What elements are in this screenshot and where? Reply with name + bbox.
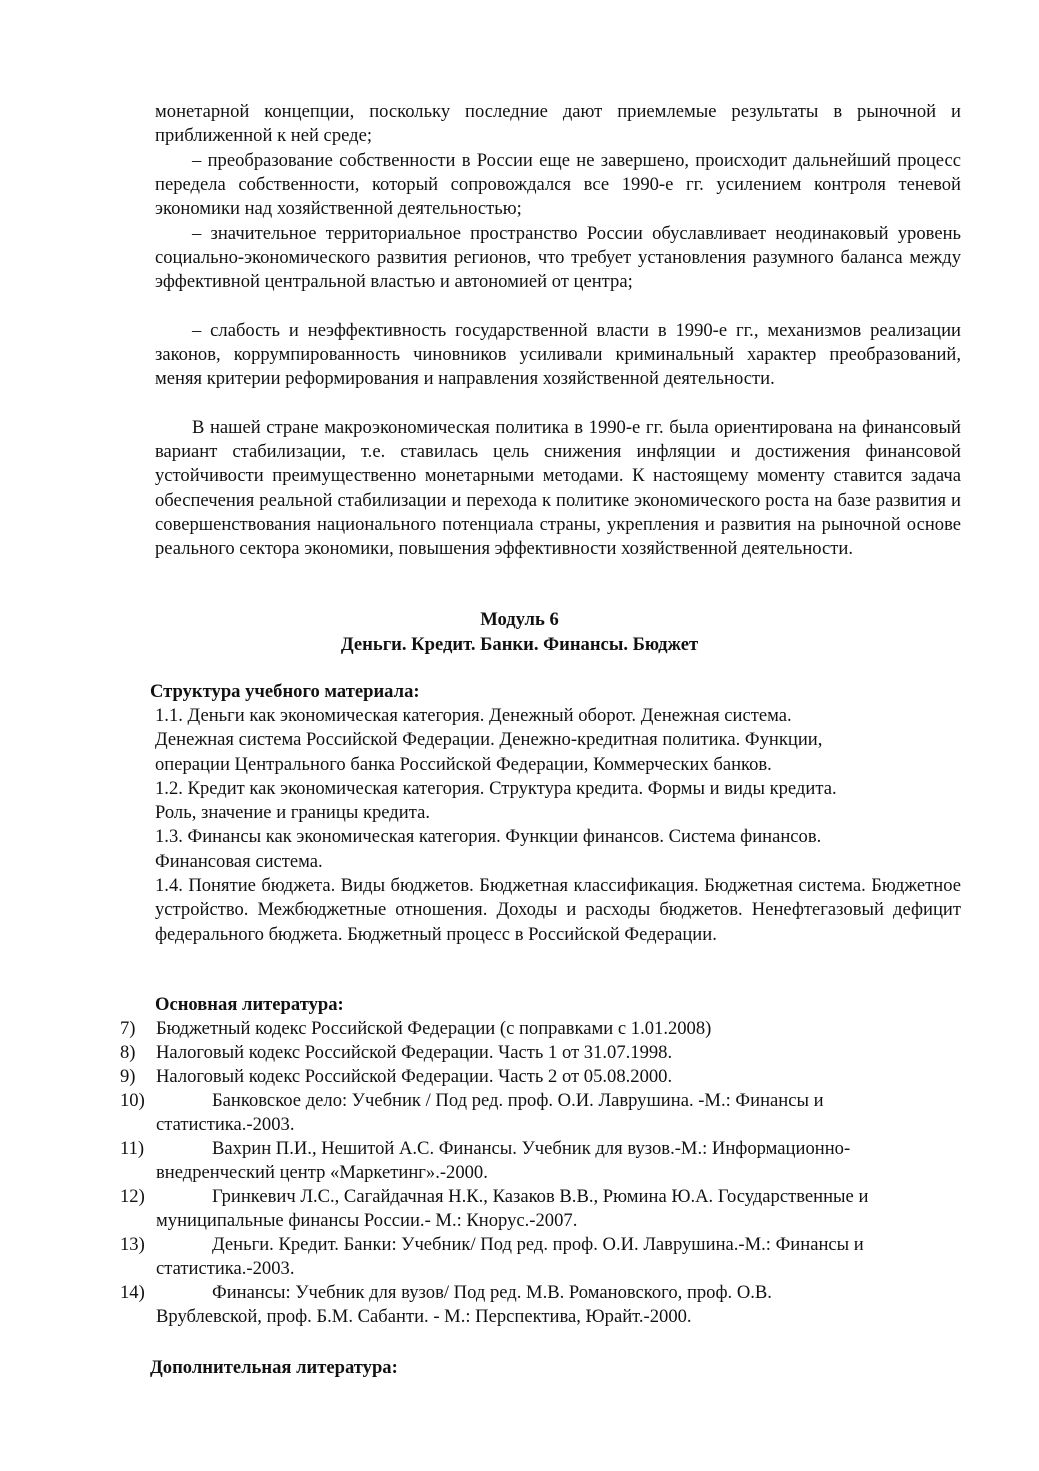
literature-item (120, 1065, 961, 1089)
module-title: Деньги. Кредит. Банки. Финансы. Бюджет (340, 634, 699, 655)
main-literature-list (120, 1017, 961, 1329)
literature-text-cont: муниципальные финансы России.- М.: Кнорус.-2007. (156, 1210, 578, 1231)
literature-text: Банковское дело: Учебник / Под ред. проф. О.И. Лаврушина. -М.: Финансы и (212, 1090, 824, 1111)
literature-item (120, 1089, 961, 1137)
literature-text-cont: Врублевской, проф. Б.М. Сабанти. - М.: Перспектива, Юрайт.-2000. (156, 1306, 692, 1327)
literature-item (120, 1233, 961, 1281)
paragraph-property: – преобразование собственности в России еще не завершено, происходит дальнейший процесс передела собственности, который сопровождался все 1990-е гг. усилением контроля теневой экономики над хозяйственной деятельностью; (155, 150, 961, 220)
structure-line: Финансовая система. (155, 850, 323, 872)
structure-list (155, 704, 961, 947)
module-number: Модуль 6 (480, 609, 559, 630)
literature-text: Вахрин П.И., Нешитой А.С. Финансы. Учебник для вузов.-М.: Информационно- (212, 1138, 851, 1159)
structure-line: 1.3. Финансы как экономическая категория. Функции финансов. Система финансов. (155, 826, 822, 848)
literature-number: 12) (120, 1186, 145, 1207)
literature-text: Налоговый кодекс Российской Федерации. Часть 2 от 05.08.2000. (156, 1066, 673, 1087)
structure-line: 1.4. Понятие бюджета. Виды бюджетов. Бюджетная классификация. Бюджетная система. Бюджетное устройство. Межбюджетные отношения. Доходы и расходы бюджетов. Ненефтегазовый дефицит федерального бюджета. Бюджетный процесс в Российской Федерации. (155, 875, 961, 945)
literature-item (120, 1137, 961, 1185)
literature-number: 10) (120, 1090, 145, 1111)
literature-number: 11) (120, 1138, 145, 1159)
literature-text: Налоговый кодекс Российской Федерации. Часть 1 от 31.07.1998. (156, 1042, 673, 1063)
literature-text-cont: статистика.-2003. (156, 1258, 295, 1279)
literature-number: 8) (120, 1042, 136, 1063)
literature-item (120, 1041, 961, 1065)
structure-line: операции Центрального банка Российской Федерации, Коммерческих банков. (155, 753, 772, 775)
paragraph-continuation: монетарной концепции, поскольку последние дают приемлемые результаты в рыночной и приближенной к ней среде; (155, 101, 961, 147)
literature-text: Гринкевич Л.С., Сагайдачная Н.К., Казаков В.В., Рюмина Ю.А. Государственные и (212, 1186, 869, 1207)
structure-line: 1.1. Деньги как экономическая категория. Денежный оборот. Денежная система. (155, 705, 792, 726)
literature-number: 13) (120, 1234, 145, 1255)
paragraph-macro-policy: В нашей стране макроэкономическая политика в 1990-е гг. была ориентирована на финансовый вариант стабилизации, т.е. ставилась цель снижения инфляции и достижения финансовой устойчивости преимущественно монетарными методами. К настоящему моменту ставится задача обеспечения реальной стабилизации и перехода к политике экономического роста на базе развития и совершенствования национального потенциала страны, укрепления и развития на рыночной основе реального сектора экономики, повышения эффективности хозяйственной деятельности. (155, 417, 961, 560)
structure-heading: Структура учебного материала: (150, 681, 420, 702)
literature-text: Деньги. Кредит. Банки: Учебник/ Под ред. проф. О.И. Лаврушина.-М.: Финансы и (212, 1234, 864, 1255)
paragraph-territory: – значительное территориальное пространство России обуславливает неодинаковый уровень социально-экономического развития регионов, что требует установления разумного баланса между эффективной центральной властью и автономией от центра; (155, 223, 961, 293)
literature-text-cont: статистика.-2003. (156, 1114, 295, 1135)
literature-number: 14) (120, 1282, 145, 1303)
literature-number: 7) (120, 1018, 136, 1039)
structure-line: Роль, значение и границы кредита. (155, 802, 430, 824)
literature-text: Финансы: Учебник для вузов/ Под ред. М.В. Романовского, проф. О.В. (212, 1282, 772, 1303)
structure-line: Денежная система Российской Федерации. Денежно-кредитная политика. Функции, (155, 729, 823, 751)
literature-text: Бюджетный кодекс Российской Федерации (с поправками с 1.01.2008) (156, 1018, 712, 1039)
structure-line: 1.2. Кредит как экономическая категория. Структура кредита. Формы и виды кредита. (155, 777, 837, 799)
main-literature-heading: Основная литература: (155, 994, 344, 1015)
literature-item (120, 1281, 961, 1329)
paragraph-weakness: – слабость и неэффективность государственной власти в 1990-е гг., механизмов реализации законов, коррумпированность чиновников усиливали криминальный характер преобразований, меняя критерии реформирования и направления хозяйственной деятельности. (155, 320, 961, 390)
literature-text-cont: внедренческий центр «Маркетинг».-2000. (156, 1162, 488, 1183)
additional-literature-heading: Дополнительная литература: (150, 1357, 398, 1378)
literature-item (120, 1185, 961, 1233)
literature-item (120, 1017, 961, 1041)
literature-number: 9) (120, 1066, 136, 1087)
